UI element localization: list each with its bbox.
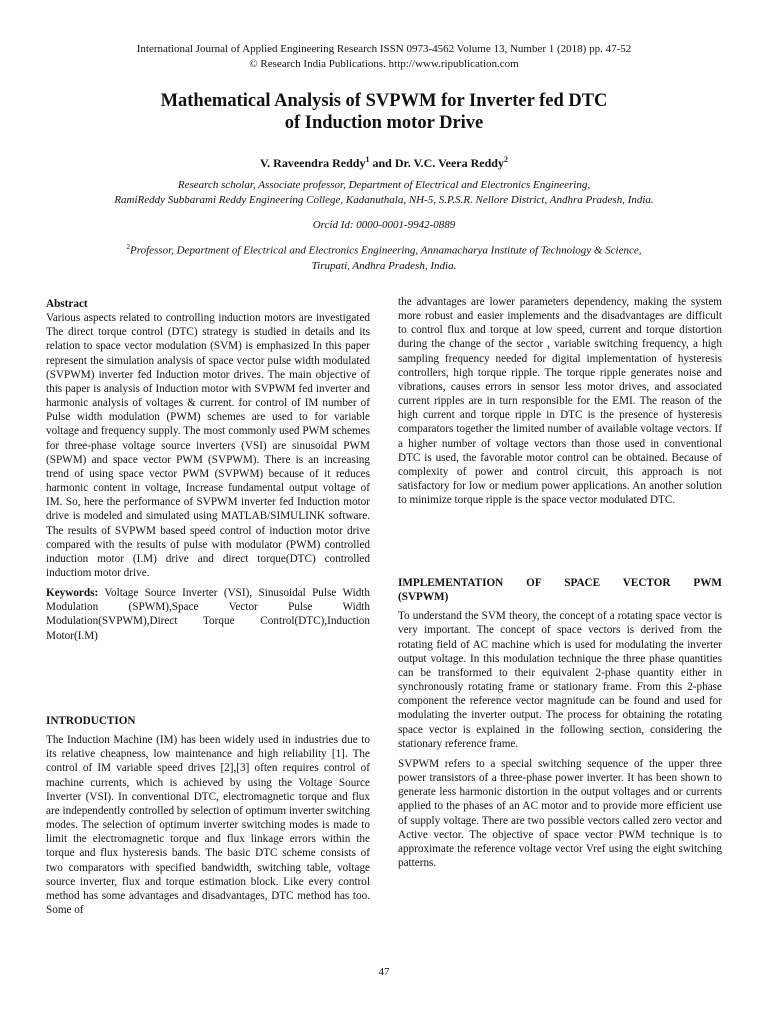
author-conjunction: and — [369, 156, 395, 170]
affiliation-2-sup: 2 — [126, 243, 130, 251]
introduction-continued: the advantages are lower parameters dependency, making the system more robust and easier implements and the disadvantages are difficult to control flux and torque at low speed, current and torque distortion during the change of the sector , variable switching frequency, a high sampling frequency needed for digital implementation of hysteresis controllers, high torque ripple. The torque ripple generates noise and vibrations, causes errors in sensor less motor drives, and associated current ripples are in turn responsible for the EMI. The reason of the high current and torque ripple in DTC is the presence of hysteresis comparators together the limited number of available voltage vectors. If a higher number of voltage vectors than those used in conventional DTC is used, the favorable motor control can be obtained. Because of complexity of power and control circuit, this approach is not satisfactory for low or medium power applications. An another solution to minimize torque ripple is the space vector modulated DTC. — [398, 296, 722, 507]
title-line-2: of Induction motor Drive — [284, 113, 484, 133]
abstract-text: Various aspects related to controlling induction motors are investigated The direct torque control (DTC) strategy is studied in details and its relation to space vector modulation (SVM) is emphasized In this paper represent the simulation analysis of space vector pulse width modulated (SVPWM) inverter fed Induction motor drives. The main objective of this paper is analysis of Induction motor with SVPWM fed inverter and harmonic analysis of voltages & current. for control of IM number of Pulse width modulation (PWM) schemes are used to for variable voltage and frequency supply. The most commonly used PWM schemes for three-phase voltage source inverters (VSI) are sinusoidal PWM (SPWM) and space vector PWM (SVPWM). There is an increasing trend of using space vector PWM (SVPWM) because of it reduces harmonic content in voltage, Increase fundamental output voltage of IM. So, here the performance of SVPWM inverter fed Induction motor drive is modeled and simulated using MATLAB/SIMULINK software. The results of SVPWM based speed control of induction motor drive compared with the results of pulse with modulator (PWM) controlled induction motor (I.M) drive and direct torque(DTC) controlled inductiom motor drive. — [46, 312, 370, 579]
svpwm-heading: IMPLEMENTATION OF SPACE VECTOR PWM (SVPWM) — [398, 577, 722, 604]
introduction-text: The Induction Machine (IM) has been widely used in industries due to its relative cheapness, low maintenance and high reliability [1]. The control of IM variable speed drives [2],[3] often requires control of machine currents, which is achieved by using the Voltage Source Inverter (VSI). In conventional DTC, electromagnetic torque and flux are independently controlled by selection of optimum inverter switching modes. The selection of optimum inverter switching modes is made to limit the electromagnetic torque and flux linkage errors within the torque and flux hysteresis bands. The basic DTC scheme consists of two comparators with specified bandwidth, switching table, voltage source inverter, flux and torque estimation block. Like every control method has some advantages and disadvantages, DTC method has too. Some of — [46, 734, 370, 917]
affiliation-2 — [0, 240, 768, 274]
paper-title — [0, 90, 768, 134]
keywords-paragraph — [46, 586, 370, 643]
svpwm-section — [398, 576, 722, 870]
keywords-label: Keywords: — [46, 587, 99, 600]
affiliation-2-line-1: Professor, Department of Electrical and Electronics Engineering, Annamacharya Institute of Technology & Science, — [129, 244, 642, 257]
title-line-1: Mathematical Analysis of SVPWM for Inverter fed DTC — [160, 91, 608, 111]
affiliation-1-line-1: Research scholar, Associate professor, Department of Electrical and Electronics Engineering, — [177, 179, 591, 191]
introduction-section — [46, 714, 370, 917]
affiliation-1 — [0, 178, 768, 208]
orcid-id: Orcid Id: 0000-0001-9942-0889 — [312, 219, 456, 231]
author-1-sup: 1 — [365, 155, 370, 164]
keywords-text: Voltage Source Inverter (VSI), Sinusoidal Pulse Width Modulation (SPWM),Space Vector Pulse Width Modulation(SVPWM),Direct Torque Control(DTC),Induction Motor(I.M) — [46, 587, 370, 642]
author-2-sup: 2 — [503, 155, 508, 164]
journal-header-line: International Journal of Applied Engineering Research ISSN 0973-4562 Volume 13, Number 1 (2018) pp. 47-52 — [136, 43, 632, 55]
affiliation-2-line-2: Tirupati, Andhra Pradesh, India. — [311, 259, 457, 272]
affiliation-1-line-2: RamiReddy Subbarami Reddy Engineering College, Kadanuthala, NH-5, S.P.S.R. Nellore District, Andhra Pradesh, India. — [114, 194, 654, 206]
author-list — [0, 155, 768, 171]
author-1: V. Raveendra Reddy — [260, 156, 366, 170]
author-2: Dr. V.C. Veera Reddy — [394, 156, 504, 170]
left-column — [46, 297, 370, 643]
introduction-heading: INTRODUCTION — [46, 715, 136, 727]
page-number: 47 — [378, 966, 390, 978]
svpwm-paragraph-1: To understand the SVM theory, the concept of a rotating space vector is very important. The concept of space vectors is derived from the rotating field of AC machine which is used for modulating the inverter output voltage. In this modulation technique the three phase quantities can be transformed to their equivalent 2-phase quantity either in synchronously rotating frame or stationary frame. From this 2-phase component the reference vector magnitude can be found and used for modulating the inverter output. The process for obtaining the rotating space vector is explained in the following section, considering the stationary reference frame. — [398, 610, 722, 750]
publisher-line: © Research India Publications. http://www.ripublication.com — [249, 58, 519, 70]
right-column-top — [398, 295, 722, 507]
svpwm-paragraph-2: SVPWM refers to a special switching sequence of the upper three power transistors of a three-phase power inverter. It has been shown to generate less harmonic distortion in the output voltages and or currents applied to the phases of an AC motor and to provide more efficient use of supply voltage. There are two possible vectors called zero vector and Active vector. The objective of space vector PWM technique is to approximate the reference voltage vector Vref using the eight switching patterns. — [398, 757, 722, 869]
abstract-heading: Abstract — [46, 298, 88, 310]
